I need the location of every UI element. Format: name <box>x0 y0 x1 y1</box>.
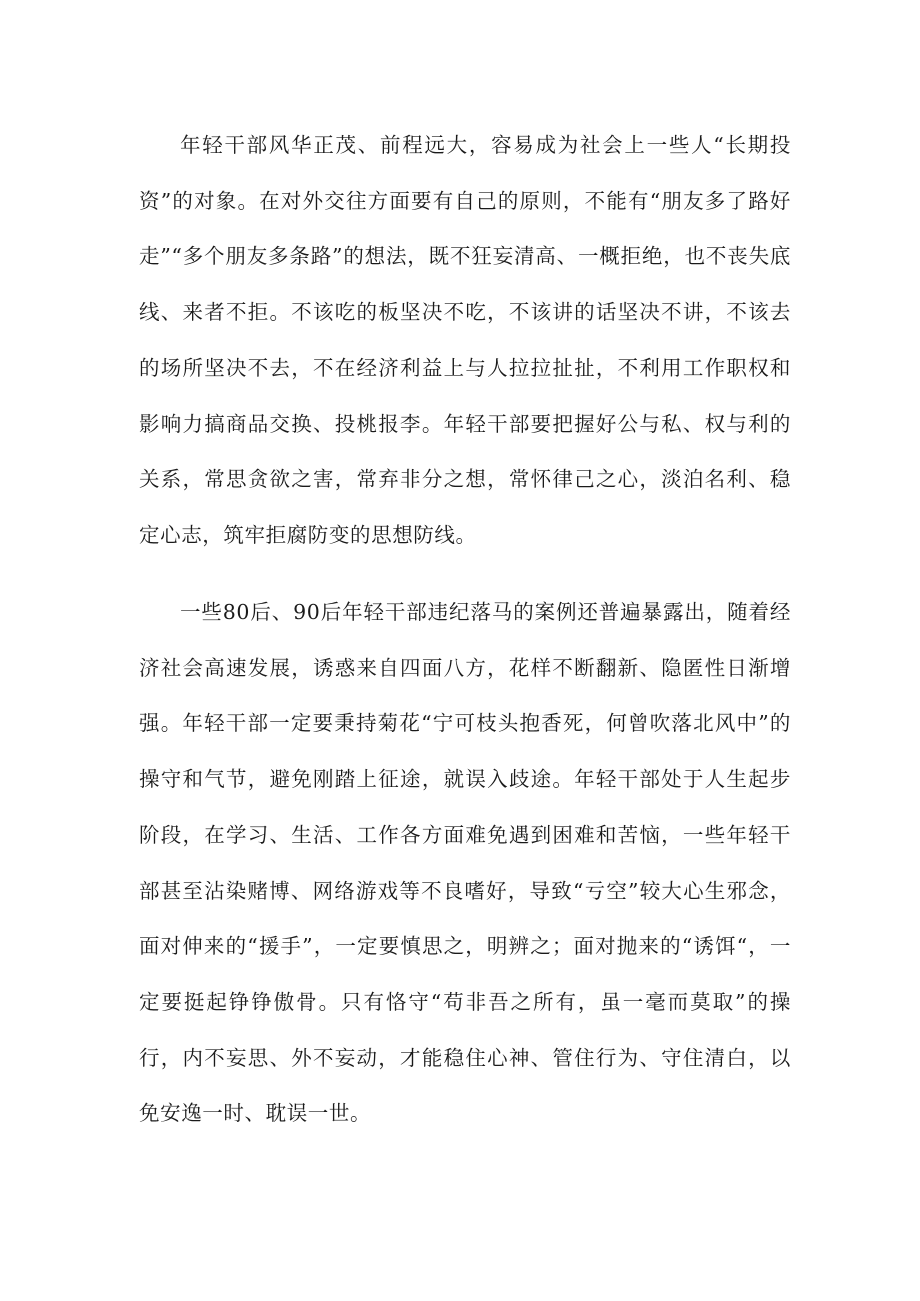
body-paragraph-1: 年轻干部风华正茂、前程远大，容易成为社会上一些人“长期投资”的对象。在对外交往方面要有自己的原则，不能有“朋友多了路好走”“多个朋友多条路”的想法，既不狂妄清高、一概拒绝，也不丧失底线、来者不拒。不该吃的板坚决不吃，不该讲的话坚决不讲，不该去的场所坚决不去，不在经济利益上与人拉拉扯扯，不利用工作职权和影响力搞商品交换、投桃报李。年轻干部要把握好公与私、权与利的关系，常思贪欲之害，常弃非分之想，常怀律己之心，淡泊名利、稳定心志，筑牢拒腐防变的思想防线。 <box>139 133 791 547</box>
body-paragraph-2: 一些80后、90后年轻干部违纪落马的案例还普遍暴露出，随着经济社会高速发展，诱惑来自四面八方，花样不断翻新、隐匿性日渐增强。年轻干部一定要秉持菊花“宁可枝头抱香死，何曾吹落北风中”的操守和气节，避免刚踏上征途，就误入歧途。年轻干部处于人生起步阶段，在学习、生活、工作各方面难免遇到困难和苦恼，一些年轻干部甚至沾染赌博、网络游戏等不良嗜好，导致“亏空”较大心生邪念，面对伸来的“援手”，一定要慎思之，明辨之；面对抛来的“诱饵“，一定要挺起铮铮傲骨。只有恪守“苟非吾之所有，虽一毫而莫取”的操行，内不妄思、外不妄动，才能稳住心神、管住行为、守住清白，以免安逸一时、耽误一世。 <box>139 600 791 1126</box>
